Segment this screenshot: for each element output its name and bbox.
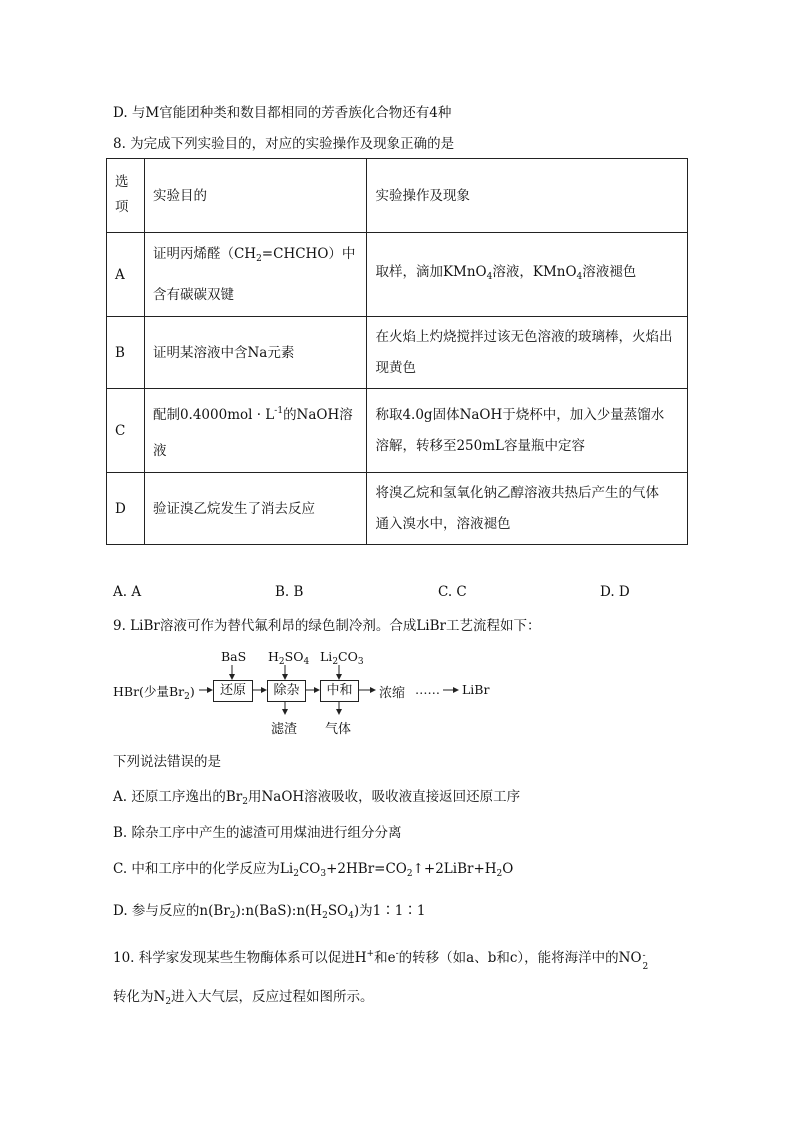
choice-d[interactable]: D. D	[600, 584, 630, 600]
row-purpose: 证明某溶液中含Na元素	[144, 317, 367, 389]
flow-input: HBr(少量$Br_2$)	[113, 684, 195, 702]
q10-stem-line1: 10. 科学家发现某些生物酶体系可以促进H+和e-的转移（如a、b和c），能将海洋中的NO - 2	[113, 949, 649, 972]
q9-process-flow-diagram	[113, 646, 543, 738]
flow-reagent-h2so4: $H_2SO_4$	[268, 649, 310, 667]
q9-option-c[interactable]: C. 中和工序中的化学反应为$Li_2CO_3+2HBr=CO_2↑+2LiBr+H_2O$	[113, 861, 514, 879]
row-purpose: 证明丙烯醛$(CH_2=CHCHO)$中 含有碳碳双键	[144, 233, 367, 317]
row-option: D	[107, 473, 145, 545]
q7-option-d: D. 与M官能团种类和数目都相同的芳香族化合物还有4种	[113, 105, 452, 121]
header-purpose: 实验目的	[144, 159, 367, 233]
header-option: 选项	[107, 159, 145, 233]
table-row	[107, 473, 688, 545]
flow-byproduct-residue: 滤渣	[271, 722, 298, 737]
flow-step-neutralization: 中和	[320, 680, 359, 702]
table-header-row	[107, 159, 688, 233]
flow-step-reduction: 还原	[213, 680, 253, 702]
flow-step-concentration: 浓缩	[379, 686, 406, 701]
row-option: B	[107, 317, 145, 389]
row-purpose: 配制$0.4000mol \cdot L^{-1}$的NaOH溶 液	[144, 389, 367, 473]
q9-stem: 9. LiBr溶液可作为替代氟利昂的绿色制冷剂。合成LiBr工艺流程如下：	[113, 618, 541, 634]
flow-reagent-li2co3: $Li_2CO_3$	[320, 649, 364, 667]
choice-c[interactable]: C. C	[438, 584, 467, 600]
choice-a[interactable]: A. A	[113, 584, 142, 600]
flow-reagent-bas: BaS	[221, 649, 247, 664]
flow-byproduct-gas: 气体	[325, 722, 352, 737]
row-option: A	[107, 233, 145, 317]
flow-dots: ……	[415, 682, 440, 697]
q9-option-a[interactable]: A. 还原工序逸出的$Br_2$用NaOH溶液吸收，吸收液直接返回还原工序	[113, 789, 521, 807]
table-row	[107, 389, 688, 473]
table-row	[107, 233, 688, 317]
q8-experiment-table	[106, 158, 688, 545]
q9-question: 下列说法错误的是	[113, 754, 221, 770]
header-operation: 实验操作及现象	[367, 159, 688, 233]
row-option: C	[107, 389, 145, 473]
q8-stem: 8. 为完成下列实验目的，对应的实验操作及现象正确的是	[113, 136, 455, 152]
row-operation: 在火焰上灼烧搅拌过该无色溶液的玻璃棒，火焰出 现黄色	[367, 317, 688, 389]
q9-option-b[interactable]: B. 除杂工序中产生的滤渣可用煤油进行组分分离	[113, 825, 402, 841]
row-operation: 将溴乙烷和氢氧化钠乙醇溶液共热后产生的气体 通入溴水中，溶液褪色	[367, 473, 688, 545]
flow-step-impurity-removal: 除杂	[267, 680, 306, 702]
flow-product: LiBr	[462, 682, 490, 697]
q10-stem-line2: 转化为$N_2$进入大气层，反应过程如图所示。	[113, 989, 374, 1007]
choice-b[interactable]: B. B	[275, 584, 304, 600]
row-operation: 取样，滴加KMnO$_4$溶液，KMnO$_4$溶液褪色	[367, 233, 688, 317]
q9-option-d[interactable]: D. 参与反应的$n(Br_2):n(BaS):n(H_2SO_4)$为1∶1∶1	[113, 903, 426, 921]
row-purpose: 验证溴乙烷发生了消去反应	[144, 473, 367, 545]
row-operation: 称取4.0g固体NaOH于烧杯中，加入少量蒸馏水 溶解，转移至250mL容量瓶中定容	[367, 389, 688, 473]
table-row	[107, 317, 688, 389]
